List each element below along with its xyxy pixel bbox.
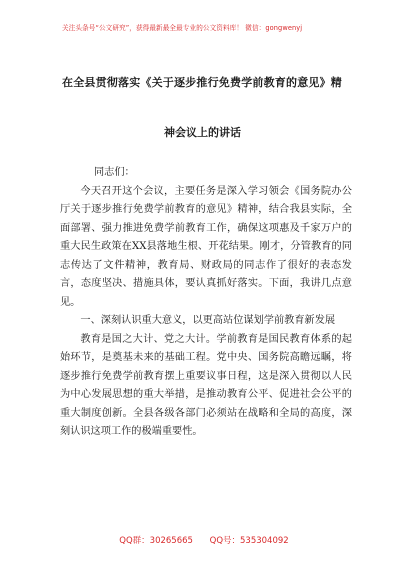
footer-qq-number: QQ号：535304092 [209,536,289,546]
salutation: 同志们： [94,167,135,178]
paragraph-intro: 今天召开这个会议，主要任务是深入学习领会《国务院办公厅关于逐步推行免费学前教育的意见》精神，结合我县实际，全面部署、强力推进免费学前教育工作，确保这项惠及千家万户的重大民生政策在XX县落地生根、开花结果。刚才，分管教育的同志传达了文件精神，教育局、财政局的同志作了很好的表态发言，态度坚决、措施具体，要认真抓好落实。下面，我讲几点意见。 [60,185,352,308]
footer-contact [0,534,408,546]
document-title: 在全县贯彻落实《关于逐步推行免费学前教育的意见》精 [62,76,342,89]
paragraph-significance: 教育是国之大计、党之大计。学前教育是国民教育体系的起始环节，是奠基未来的基础工程。党中央、国务院高瞻远瞩，将逐步推行免费学前教育摆上重要议事日程，这是深入贯彻以人民为中心发展思想的重大举措，是推动教育公平、促进社会公平的重大制度创新。全县各级各部门必须站在战略和全局的高度，深刻认识这项工作的极端重要性。 [60,333,352,437]
footer-qq-group: QQ群：30265665 [119,536,193,546]
section-heading-1: 一、深刻认识重大意义，以更高站位谋划学前教育新发展 [80,315,336,326]
document-title-continued: 神会议上的讲话 [164,126,241,139]
header-banner: 关注头条号“公文研究”，获得最新最全最专业的公文资料库！ 微信：gongwenyj [62,24,303,32]
document-body [60,164,352,442]
